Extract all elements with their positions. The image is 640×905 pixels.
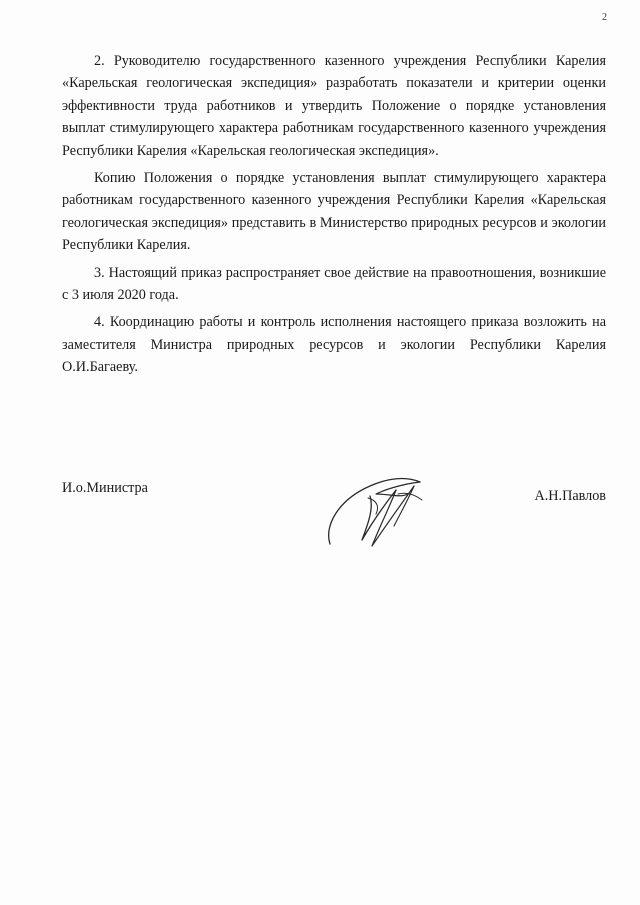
page-number: 2 [602,12,607,23]
paragraph-copy-regulation: Копию Положения о порядке установления выплат стимулирующего характера работникам государственного казенного учреждения Республики Карелия «Карельская геологическая экспедиция» представить в Министерство природных ресурсов и экологии Республики Карелия. [62,170,606,254]
signatory-role: И.о.Министра [62,480,148,496]
handwritten-signature-icon [310,464,450,564]
paragraph-item-3: 3. Настоящий приказ распространяет свое действие на правоотношения, возникшие с 3 июля 2020 года. [62,264,606,304]
paragraph-item-2: 2. Руководителю государственного казенного учреждения Республики Карелия «Карельская геологическая экспедиция» разработать показатели и критерии оценки эффективности труда работников и утвердить Положение о порядке установления выплат стимулирующего характера работникам государственного казенного учреждения Республики Карелия «Карельская геологическая экспедиция». [62,53,606,159]
signatory-name: А.Н.Павлов [534,488,606,504]
signature-block [62,470,606,560]
paragraph-item-4: 4. Координацию работы и контроль исполнения настоящего приказа возложить на заместителя Министра природных ресурсов и экологии Республики Карелия О.И.Багаеву. [62,314,606,376]
document-body [62,50,606,384]
